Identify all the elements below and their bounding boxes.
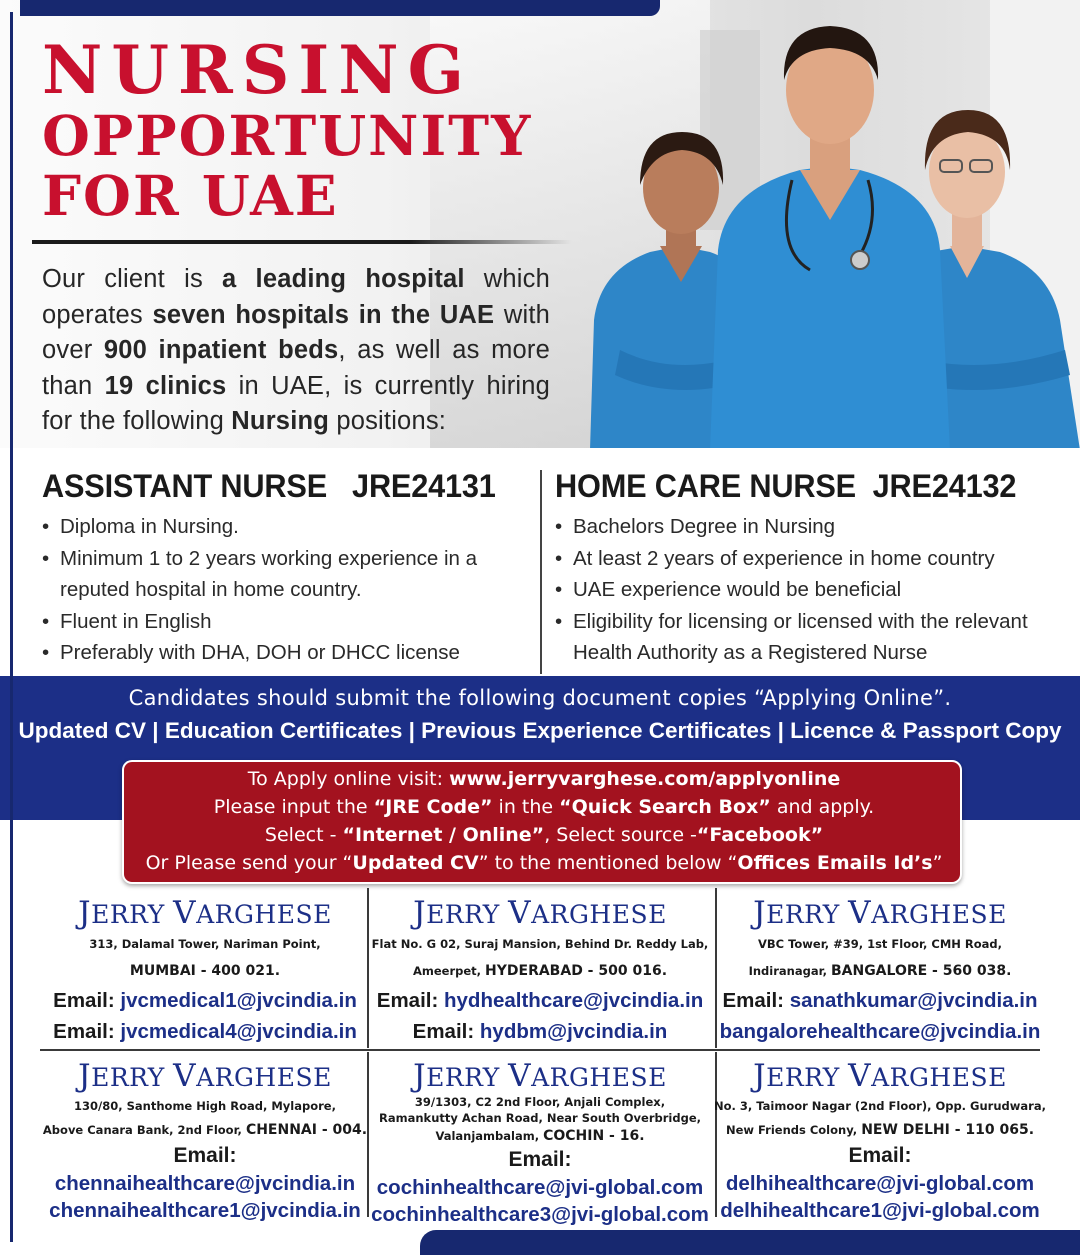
nurse-middle-figure — [710, 26, 950, 448]
jerry-varghese-logo: JERRY VARGHESE — [413, 1058, 667, 1094]
office-chennai — [35, 1058, 375, 1224]
office-mumbai — [35, 895, 375, 1047]
position-home-care-nurse — [555, 468, 1055, 669]
email-link[interactable]: cochinhealthcare3@jvi-global.com — [371, 1203, 709, 1226]
jerry-varghese-logo: JERRY VARGHESE — [78, 895, 332, 931]
intro-paragraph: Our client is a leading hospital which operates seven hospitals in the UAE with over 900 inpatient beds, as well as more than 19 clinics in UAE, is currently hiring for the following Nursing positions: — [42, 265, 551, 435]
office-address-city: Above Canara Bank, 2nd Floor, CHENNAI - 004. — [42, 1122, 368, 1138]
requirements-list — [42, 511, 532, 669]
email-link[interactable]: delhihealthcare1@jvi-global.com — [720, 1199, 1040, 1222]
headline-line-3: FOR UAE — [42, 163, 339, 228]
email-link[interactable]: jvcmedical1@jvcindia.in — [120, 989, 357, 1012]
office-address-line: Ramankutty Achan Road, Near South Overbridge, — [379, 1111, 701, 1125]
top-corner-accent — [20, 0, 660, 16]
office-email-row: Email: jvcmedical4@jvcindia.in — [53, 1020, 357, 1043]
office-address-line: 130/80, Santhome High Road, Mylapore, — [74, 1099, 336, 1113]
position-title: HOME CARE NURSE JRE24132 — [555, 468, 1017, 504]
email-link[interactable]: hydbm@jvcindia.in — [479, 1020, 668, 1043]
email-link[interactable]: chennaihealthcare1@jvcindia.in — [49, 1199, 361, 1222]
left-frame-line — [10, 12, 13, 1242]
requirement-item: • Eligibility for licensing or licensed with the relevant Health Authority as a Registered Nurse — [555, 606, 1055, 669]
office-bangalore — [710, 895, 1050, 1047]
jerry-varghese-logo: JERRY VARGHESE — [78, 1058, 332, 1094]
apply-line-1: To Apply online visit: www.jerryvarghese.com/applyonline — [247, 768, 841, 790]
office-address-city: New Friends Colony, NEW DELHI - 110 065. — [725, 1122, 1035, 1138]
requirement-item: • Diploma in Nursing. — [42, 511, 532, 543]
office-email-row: Email: hydhealthcare@jvcindia.in — [376, 989, 704, 1012]
apply-line-4: Or Please send your “Updated CV” to the mentioned below “Offices Emails Id’s” — [145, 852, 943, 874]
office-address-line: Flat No. G 02, Suraj Mansion, Behind Dr. Reddy Lab, — [371, 937, 709, 951]
requirement-item: • UAE experience would be beneficial — [555, 574, 1055, 606]
jerry-varghese-logo: JERRY VARGHESE — [753, 1058, 1007, 1094]
email-link[interactable]: chennaihealthcare@jvcindia.in — [54, 1172, 356, 1195]
jerry-varghese-logo: JERRY VARGHESE — [413, 895, 667, 931]
requirements-list — [555, 511, 1055, 669]
positions-divider — [540, 470, 542, 674]
email-heading: Email: — [173, 1144, 237, 1167]
email-link[interactable]: delhihealthcare@jvi-global.com — [725, 1172, 1035, 1195]
position-assistant-nurse — [42, 468, 532, 669]
office-row-divider — [40, 1049, 1040, 1051]
office-address-line: 313, Dalamal Tower, Nariman Point, — [89, 937, 321, 951]
requirement-item: • Bachelors Degree in Nursing — [555, 511, 1055, 543]
bottom-corner-accent — [420, 1230, 1080, 1255]
apply-instructions-box — [122, 760, 962, 884]
jerry-varghese-logo: JERRY VARGHESE — [753, 895, 1007, 931]
requirement-item: • Fluent in English — [42, 606, 532, 638]
documents-intro: Candidates should submit the following document copies “Applying Online”. — [128, 686, 952, 710]
office-cochin — [370, 1058, 710, 1228]
email-link[interactable]: cochinhealthcare@jvi-global.com — [376, 1176, 704, 1199]
office-email-row: Email: hydbm@jvcindia.in — [412, 1020, 668, 1043]
office-address-line: VBC Tower, #39, 1st Floor, CMH Road, — [757, 937, 1003, 951]
headline-line-1: NURSING — [42, 31, 473, 109]
email-link[interactable]: bangalorehealthcare@jvcindia.in — [719, 1020, 1041, 1043]
office-email-row — [710, 1016, 1050, 1047]
office-address-line: No. 3, Taimoor Nagar (2nd Floor), Opp. Gurudwara, — [714, 1099, 1046, 1113]
office-address-city: MUMBAI - 400 021. — [129, 963, 281, 979]
apply-line-3: Select - “Internet / Online”, Select source -“Facebook” — [264, 824, 824, 846]
requirement-item: • Minimum 1 to 2 years working experience in a reputed hospital in home country. — [42, 543, 532, 606]
brush-stroke-divider — [32, 240, 572, 244]
email-link[interactable]: sanathkumar@jvcindia.in — [789, 989, 1038, 1012]
office-address-city: Ameerpet, HYDERABAD - 500 016. — [412, 963, 668, 979]
office-email-row: Email: sanathkumar@jvcindia.in — [722, 989, 1038, 1012]
office-address-city: Valanjambalam, COCHIN - 16. — [435, 1128, 645, 1144]
office-new-delhi — [710, 1058, 1050, 1224]
email-link[interactable]: jvcmedical4@jvcindia.in — [120, 1020, 357, 1043]
email-link[interactable]: hydhealthcare@jvcindia.in — [444, 989, 704, 1012]
documents-list: Updated CV | Education Certificates | Previous Experience Certificates | Licence & Passport Copy — [18, 718, 1062, 743]
hero-section — [0, 0, 1080, 448]
office-hyderabad — [370, 895, 710, 1047]
office-address-city: Indiranagar, BANGALORE - 560 038. — [748, 963, 1012, 979]
apply-line-2: Please input the “JRE Code” in the “Quick Search Box” and apply. — [213, 796, 875, 818]
office-address-line: 39/1303, C2 2nd Floor, Anjali Complex, — [414, 1095, 666, 1109]
three-nurses-illustration — [560, 20, 1080, 448]
headline — [42, 31, 533, 228]
position-title: ASSISTANT NURSE JRE24131 — [42, 468, 496, 504]
requirement-item: • Preferably with DHA, DOH or DHCC license — [42, 637, 532, 669]
headline-line-2: OPPORTUNITY — [42, 103, 533, 168]
requirement-item: • At least 2 years of experience in home country — [555, 543, 1055, 575]
email-heading: Email: — [508, 1148, 572, 1171]
email-heading: Email: — [848, 1144, 912, 1167]
apply-url-link[interactable]: www.jerryvarghese.com/applyonline — [449, 768, 841, 790]
office-email-row: Email: jvcmedical1@jvcindia.in — [53, 989, 357, 1012]
